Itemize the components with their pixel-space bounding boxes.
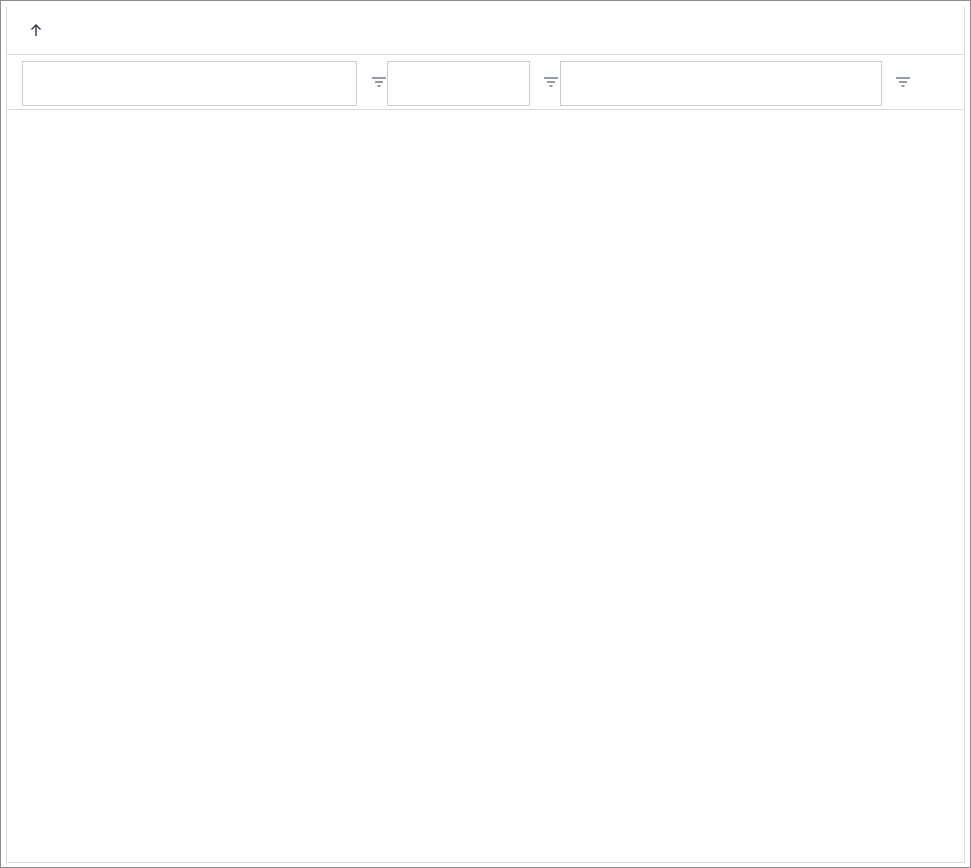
filter-row bbox=[7, 55, 964, 110]
filter-icon[interactable] bbox=[894, 73, 912, 91]
column-header-description[interactable] bbox=[388, 6, 538, 54]
filter-icon[interactable] bbox=[542, 73, 560, 91]
name-filter-input[interactable] bbox=[22, 61, 357, 106]
settings-grid bbox=[6, 6, 965, 863]
description-filter-input[interactable] bbox=[387, 61, 530, 106]
column-header-value[interactable] bbox=[561, 6, 901, 54]
arrow-up-icon bbox=[29, 23, 43, 37]
filter-icon[interactable] bbox=[370, 73, 388, 91]
value-filter-input[interactable] bbox=[560, 61, 882, 106]
column-header-name[interactable] bbox=[23, 6, 383, 54]
grid-header bbox=[7, 6, 964, 55]
